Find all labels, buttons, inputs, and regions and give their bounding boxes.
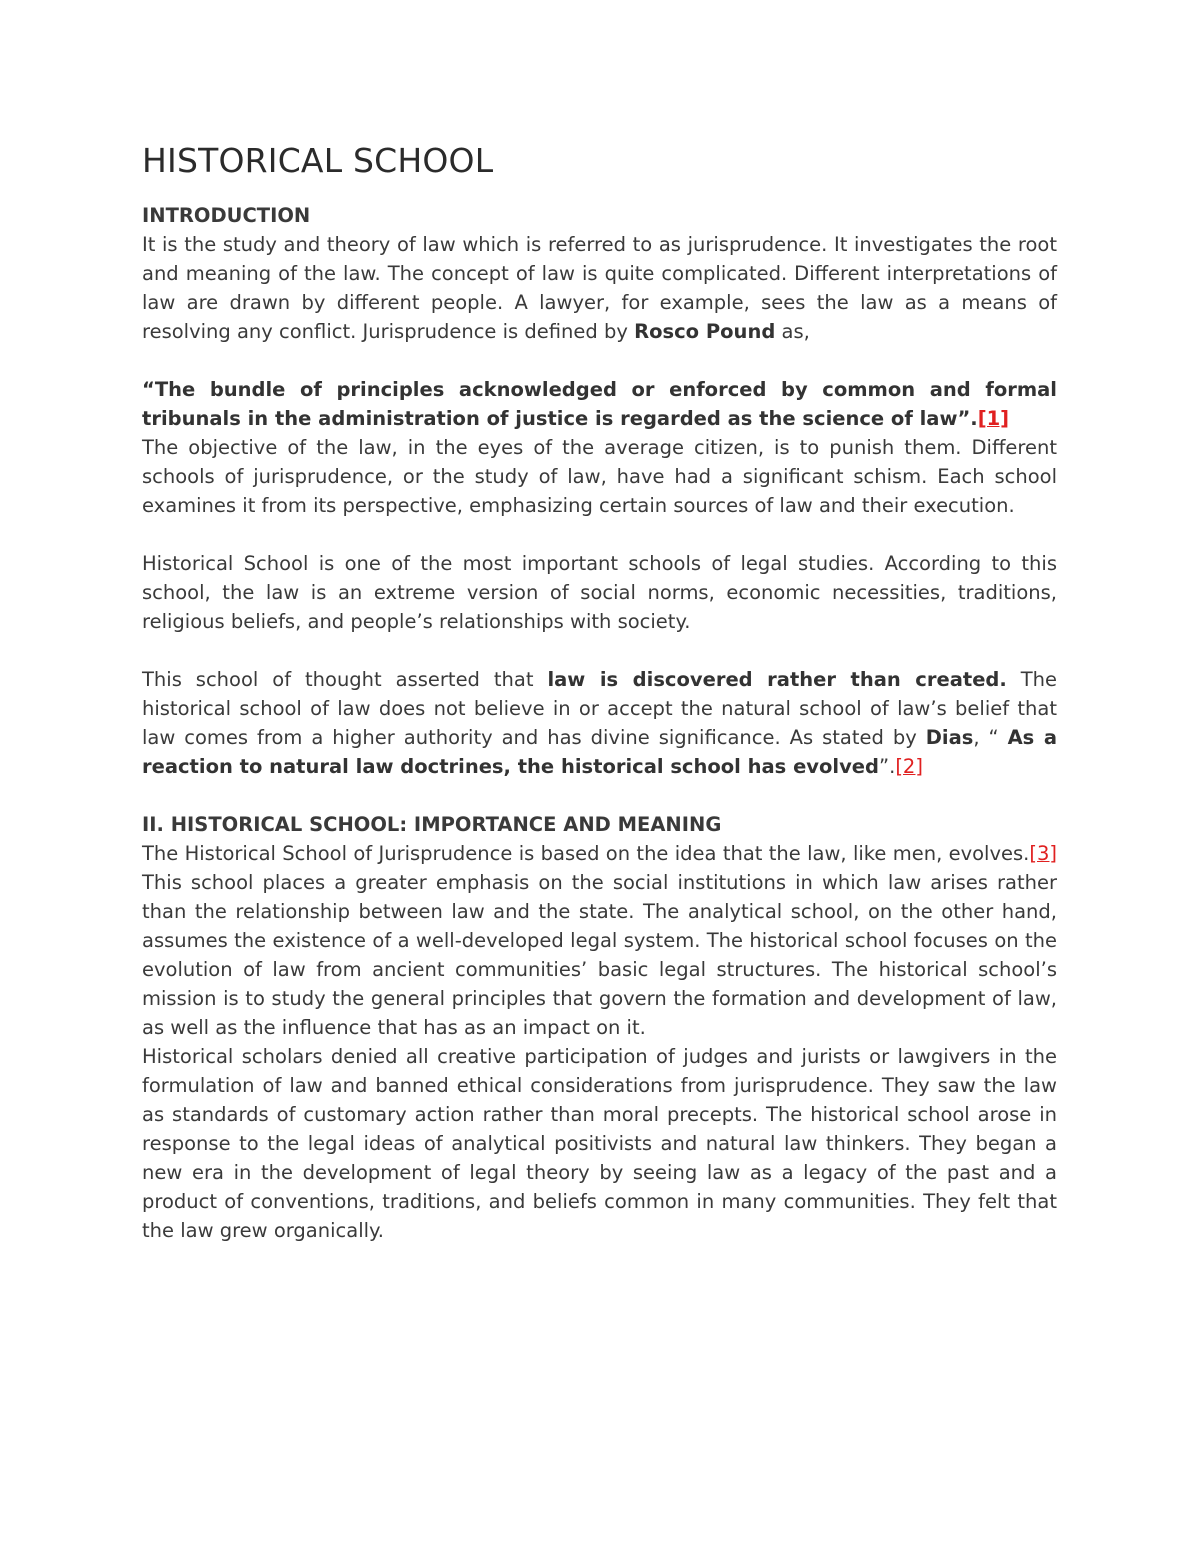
- section-2-paragraph-1: [142, 839, 1057, 1042]
- section-2-p1-lead: The Historical School of Jurisprudence is based on the idea that the law, like men, evolves.: [142, 842, 1030, 866]
- intro-p4-bold-claim: law is discovered rather than created.: [547, 668, 1007, 692]
- document-title: HISTORICAL SCHOOL: [142, 141, 494, 180]
- intro-p4-lead: This school of thought asserted that: [142, 668, 548, 692]
- quote-pound-text: “The bundle of principles acknowledged or enforced by common and formal tribunals in the administration of justice is regarded as the science of law”.: [142, 378, 1057, 431]
- intro-p4-mid: The historical school of law does not believe in or accept the natural school of law’s belief that law comes from a higher authority and has divine significance. As stated by: [142, 668, 1058, 750]
- intro-paragraph-4: [142, 665, 1057, 781]
- spacer: [142, 520, 1057, 549]
- spacer: [142, 636, 1057, 665]
- quote-dias-text: As a reaction to natural law doctrines, the historical school has evolved: [142, 726, 1057, 779]
- section-2-paragraph-2: Historical scholars denied all creative participation of judges and jurists or lawgivers in the formulation of law and banned ethical considerations from jurisprudence. They saw the law as standards of customary action rather than moral precepts. The historical school arose in response to the legal ideas of analytical positivists and natural law thinkers. They began a new era in the development of legal theory by seeing law as a legacy of the past and a product of conventions, traditions, and beliefs common in many communities. They felt that the law grew organically.: [142, 1045, 1057, 1243]
- intro-p1-tail: as,: [775, 320, 810, 344]
- intro-paragraph-1: [142, 230, 1057, 346]
- author-name-rosco-pound: Rosco Pound: [634, 320, 776, 344]
- spacer: [142, 346, 1057, 375]
- intro-p1-text: It is the study and theory of law which is referred to as jurisprudence. It investigates the root and meaning of the law. The concept of law is quite complicated. Different interpretations of law are drawn by different people. A lawyer, for example, sees the law as a means of resolving any conflict. Jurisprudence is defined by: [142, 233, 1057, 344]
- intro-paragraph-2: The objective of the law, in the eyes of the average citizen, is to punish them. Different schools of jurisprudence, or the study of law, have had a significant schism. Each school examines it from its perspective, emphasizing certain sources of law and their execution.: [142, 436, 1057, 518]
- intro-paragraph-3: Historical School is one of the most important schools of legal studies. According to this school, the law is an extreme version of social norms, economic necessities, traditions, religious beliefs, and people’s relationships with society.: [142, 552, 1057, 634]
- section-2-heading: II. HISTORICAL SCHOOL: IMPORTANCE AND MEANING: [142, 813, 722, 837]
- footnote-link-3[interactable]: [3]: [1029, 842, 1057, 866]
- author-name-dias: Dias: [925, 726, 974, 750]
- section-2-p1-rest: This school places a greater emphasis on the social institutions in which law arises rather than the relationship between law and the state. The analytical school, on the other hand, assumes the existence of a well-developed legal system. The historical school focuses on the evolution of law from ancient communities’ basic legal structures. The historical school’s mission is to study the general principles that govern the formation and development of law, as well as the influence that has as an impact on it.: [142, 871, 1057, 1040]
- intro-p4-tail: ”.: [879, 755, 896, 779]
- quote-pound: [142, 375, 1057, 433]
- footnote-link-1[interactable]: [1]: [977, 407, 1010, 431]
- intro-p4-mid2: , “: [973, 726, 1008, 750]
- spacer: [142, 781, 1057, 810]
- footnote-link-2[interactable]: [2]: [895, 755, 923, 779]
- introduction-heading: INTRODUCTION: [142, 204, 311, 228]
